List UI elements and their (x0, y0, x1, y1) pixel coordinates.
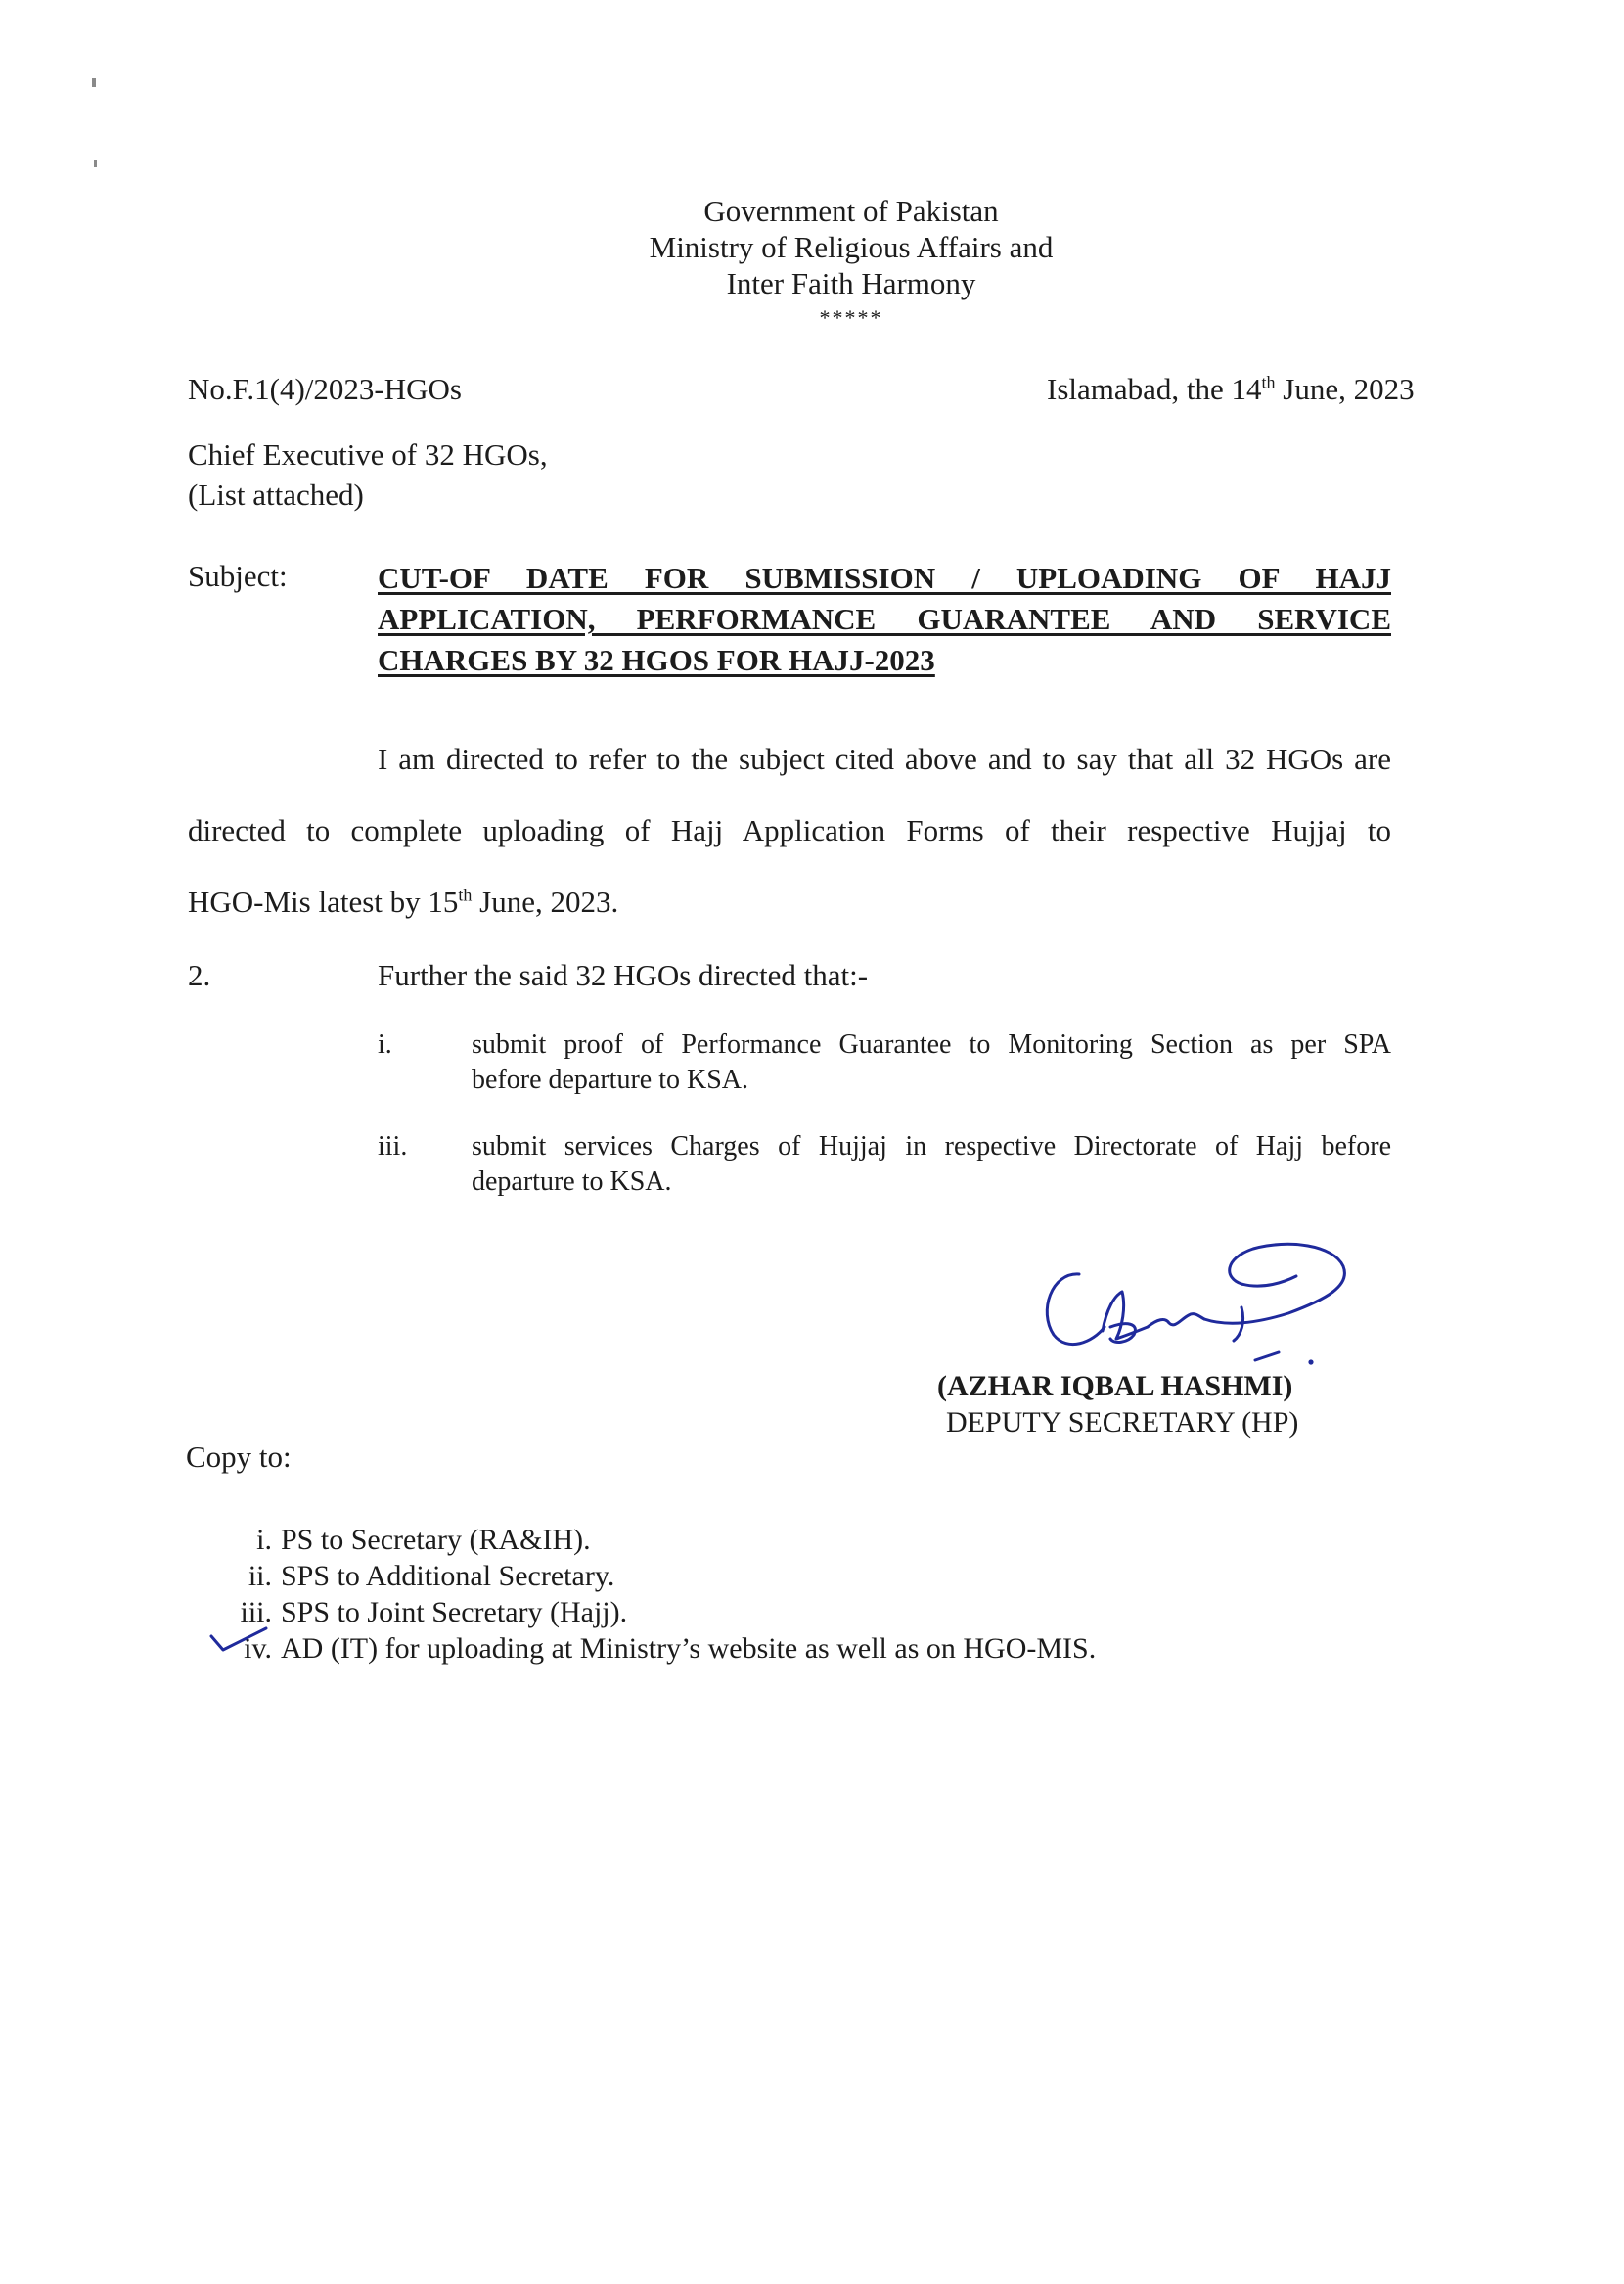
para1-sup: th (458, 885, 473, 905)
item-number: iii. (378, 1131, 408, 1162)
signature-icon (1032, 1233, 1365, 1380)
header-government: Government of Pakistan (703, 194, 999, 228)
signature-dot (1308, 1359, 1313, 1364)
para1-line: I am directed to refer to the subject cited above and to say that all 32 HGOs are (378, 742, 1391, 776)
copy-to-label: Copy to: (186, 1439, 292, 1474)
header-division: Inter Faith Harmony (726, 266, 976, 300)
subject-line: CUT-OF DATE FOR SUBMISSION / UPLOADING OF HAJJ (378, 561, 1391, 595)
para2-item (378, 1129, 1391, 1208)
date-prefix: Islamabad, the 14 (1047, 372, 1262, 406)
tick-mark-icon (207, 1622, 286, 1662)
header-ministry: Ministry of Religious Affairs and (649, 230, 1054, 264)
para2-text: Further the said 32 HGOs directed that:- (378, 958, 869, 992)
copy-item-text: AD (IT) for uploading at Ministry’s website as well as on HGO-MIS. (281, 1632, 1097, 1665)
item-text: before departure to KSA. (472, 1065, 749, 1095)
subject-line: APPLICATION, PERFORMANCE GUARANTEE AND SERVICE (378, 602, 1391, 636)
item-number: i. (378, 1029, 392, 1060)
para2-item (378, 1028, 1391, 1106)
para1-text: June, 2023. (472, 885, 619, 919)
reference-number: No.F.1(4)/2023-HGOs (188, 372, 462, 406)
item-text: submit services Charges of Hujjaj in respective Directorate of Hajj before (472, 1131, 1391, 1162)
copy-item-text: PS to Secretary (RA&IH). (281, 1524, 591, 1556)
copy-item-number: iv. (244, 1632, 272, 1665)
addressee-line: Chief Executive of 32 HGOs, (188, 437, 548, 472)
item-text: submit proof of Performance Guarantee to Monitoring Section as per SPA (472, 1029, 1391, 1060)
copy-item-text: SPS to Additional Secretary. (281, 1560, 615, 1592)
letter-date (1047, 371, 1415, 407)
signatory-name: (AZHAR IQBAL HASHMI) (937, 1370, 1293, 1402)
para1-line (188, 884, 618, 920)
item-text: departure to KSA. (472, 1166, 672, 1197)
copy-item-text: SPS to Joint Secretary (Hajj). (281, 1596, 628, 1628)
scan-mark (94, 160, 97, 167)
copy-item-number: ii. (248, 1560, 272, 1592)
signatory-designation: DEPUTY SECRETARY (HP) (946, 1406, 1299, 1439)
subject-label: Subject: (188, 559, 288, 593)
date-suffix: June, 2023 (1275, 372, 1415, 406)
subject-line: CHARGES BY 32 HGOS FOR HAJJ-2023 (378, 643, 935, 677)
scan-mark (92, 78, 96, 87)
para1-line: directed to complete uploading of Hajj Application Forms of their respective Hujjaj to (188, 813, 1391, 847)
para1-text: HGO-Mis latest by 15 (188, 885, 459, 919)
copy-item-number: i. (256, 1524, 272, 1556)
copy-item-number: iii. (240, 1596, 272, 1628)
date-sup: th (1261, 372, 1276, 392)
addressee-note: (List attached) (188, 478, 364, 512)
para2-number: 2. (188, 958, 211, 992)
header-stars: ***** (819, 305, 883, 330)
copy-to-list (205, 1522, 1282, 1678)
